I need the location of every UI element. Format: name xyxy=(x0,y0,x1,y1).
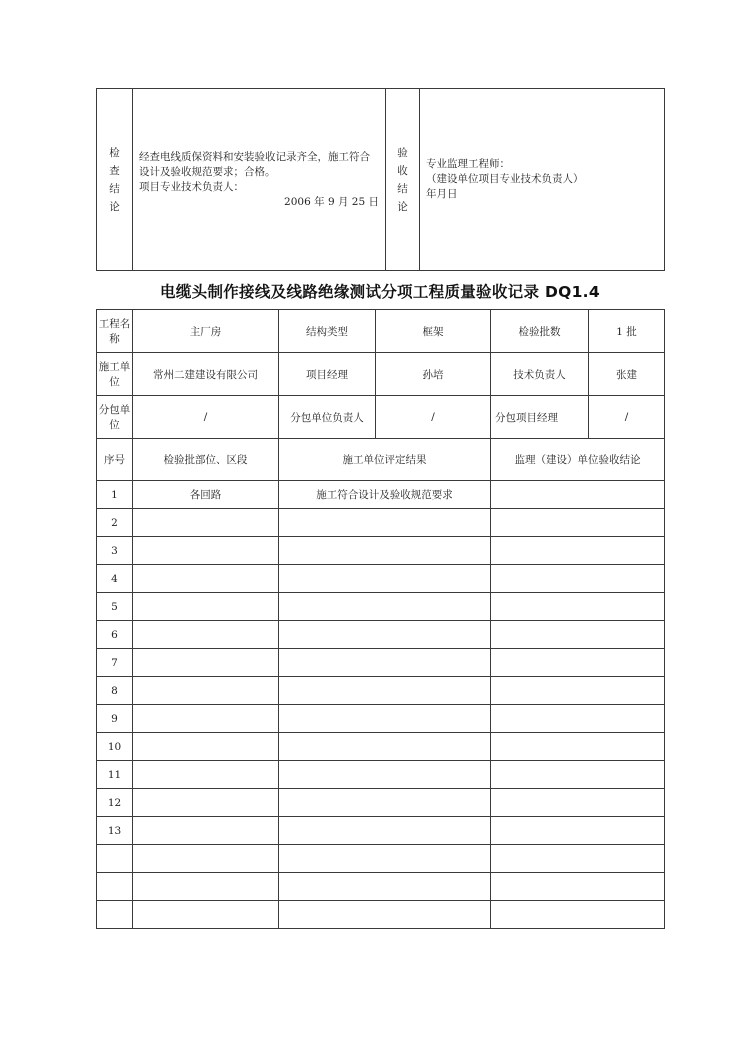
table-row xyxy=(97,901,665,929)
table-row xyxy=(97,789,665,817)
cell-location xyxy=(133,565,279,593)
cell-no: 13 xyxy=(97,817,133,845)
table-row xyxy=(97,565,665,593)
cell-no xyxy=(97,845,133,873)
accept-label-char: 收 xyxy=(397,164,408,177)
cell-conclusion xyxy=(491,621,665,649)
cell-result xyxy=(279,705,491,733)
cell-conclusion xyxy=(491,537,665,565)
cell-location xyxy=(133,845,279,873)
cell-no: 1 xyxy=(97,481,133,509)
cell-conclusion xyxy=(491,593,665,621)
info-row-project xyxy=(97,310,665,353)
check-label-char: 结 xyxy=(109,182,120,195)
cell-no: 10 xyxy=(97,733,133,761)
accept-label-char: 结 xyxy=(397,182,408,195)
contractor-label: 施工单位 xyxy=(97,353,133,396)
cell-result xyxy=(279,761,491,789)
table-row xyxy=(97,705,665,733)
sub-lead-value: / xyxy=(376,396,491,439)
accept-label-char: 验 xyxy=(397,146,408,159)
cell-no: 4 xyxy=(97,565,133,593)
cell-location xyxy=(133,873,279,901)
cell-conclusion xyxy=(491,817,665,845)
project-name-label: 工程名称 xyxy=(97,310,133,353)
cell-conclusion xyxy=(491,789,665,817)
acceptance-record-table xyxy=(96,309,665,439)
header-location: 检验批部位、区段 xyxy=(133,439,279,481)
check-date: 2006 年 9 月 25 日 xyxy=(284,195,379,208)
cell-result xyxy=(279,565,491,593)
cell-result xyxy=(279,873,491,901)
table-row xyxy=(97,537,665,565)
check-label-char: 检 xyxy=(109,146,120,159)
batch-count-label: 检验批数 xyxy=(491,310,589,353)
cell-location xyxy=(133,621,279,649)
table-row xyxy=(97,593,665,621)
accept-text-line: 年月日 xyxy=(426,188,458,200)
cell-no: 8 xyxy=(97,677,133,705)
table-row xyxy=(97,817,665,845)
cell-result xyxy=(279,593,491,621)
cell-no: 3 xyxy=(97,537,133,565)
check-text-line: 设计及验收规范要求；合格。 xyxy=(139,165,276,178)
check-label-char: 论 xyxy=(109,200,120,213)
check-conclusion-text xyxy=(133,89,386,271)
subcontractor-value: / xyxy=(133,396,279,439)
check-conclusion-label xyxy=(97,89,133,271)
accept-text-line: 专业监理工程师： xyxy=(426,158,510,170)
table-row xyxy=(97,873,665,901)
accept-label-char: 论 xyxy=(397,200,408,213)
cell-conclusion xyxy=(491,873,665,901)
cell-location xyxy=(133,761,279,789)
table-row xyxy=(97,509,665,537)
records-header-row xyxy=(97,439,665,481)
cell-no: 6 xyxy=(97,621,133,649)
accept-text-line: （建设单位项目专业技术负责人） xyxy=(426,173,584,185)
cell-result xyxy=(279,845,491,873)
cell-location xyxy=(133,537,279,565)
cell-no: 7 xyxy=(97,649,133,677)
document-title: 电缆头制作接线及线路绝缘测试分项工程质量验收记录 DQ1.4 xyxy=(160,283,600,301)
cell-conclusion xyxy=(491,705,665,733)
info-row-subcontractor xyxy=(97,396,665,439)
header-result: 施工单位评定结果 xyxy=(279,439,491,481)
cell-location xyxy=(133,509,279,537)
cell-location xyxy=(133,733,279,761)
project-name-value: 主厂房 xyxy=(133,310,279,353)
project-manager-label: 项目经理 xyxy=(279,353,376,396)
cell-no xyxy=(97,901,133,929)
cell-conclusion xyxy=(491,845,665,873)
tech-lead-value: 张建 xyxy=(589,353,665,396)
sub-pm-label: 分包项目经理 xyxy=(491,396,589,439)
structure-type-label: 结构类型 xyxy=(279,310,376,353)
cell-result xyxy=(279,789,491,817)
cell-result xyxy=(279,621,491,649)
cell-no: 11 xyxy=(97,761,133,789)
tech-lead-label: 技术负责人 xyxy=(491,353,589,396)
cell-result xyxy=(279,649,491,677)
table-row xyxy=(97,649,665,677)
batch-count-value: 1 批 xyxy=(589,310,665,353)
cell-location xyxy=(133,901,279,929)
sub-lead-label: 分包单位负责人 xyxy=(279,396,376,439)
cell-result xyxy=(279,677,491,705)
cell-location xyxy=(133,649,279,677)
cell-conclusion xyxy=(491,733,665,761)
cell-result xyxy=(279,817,491,845)
cell-result xyxy=(279,537,491,565)
cell-result xyxy=(279,509,491,537)
check-text-line: 项目专业技术负责人： xyxy=(139,180,244,193)
contractor-value: 常州二建建设有限公司 xyxy=(133,353,279,396)
records-table xyxy=(96,438,665,929)
check-label-char: 查 xyxy=(109,164,120,177)
cell-location xyxy=(133,593,279,621)
project-manager-value: 孙培 xyxy=(376,353,491,396)
cell-conclusion xyxy=(491,761,665,789)
acceptance-conclusion-label xyxy=(386,89,420,271)
info-row-contractor xyxy=(97,353,665,396)
table-row xyxy=(97,733,665,761)
cell-location: 各回路 xyxy=(133,481,279,509)
table-row xyxy=(97,845,665,873)
cell-result xyxy=(279,733,491,761)
cell-no xyxy=(97,873,133,901)
cell-result: 施工符合设计及验收规范要求 xyxy=(279,481,491,509)
header-conclusion: 监理（建设）单位验收结论 xyxy=(491,439,665,481)
table-row xyxy=(97,761,665,789)
subcontractor-label: 分包单位 xyxy=(97,396,133,439)
cell-location xyxy=(133,789,279,817)
cell-conclusion xyxy=(491,677,665,705)
cell-location xyxy=(133,817,279,845)
cell-result xyxy=(279,901,491,929)
conclusion-table xyxy=(96,88,665,271)
cell-location xyxy=(133,705,279,733)
acceptance-conclusion-text xyxy=(420,89,665,271)
cell-no: 12 xyxy=(97,789,133,817)
cell-location xyxy=(133,677,279,705)
cell-conclusion xyxy=(491,649,665,677)
table-row xyxy=(97,677,665,705)
cell-conclusion xyxy=(491,481,665,509)
cell-no: 9 xyxy=(97,705,133,733)
cell-no: 5 xyxy=(97,593,133,621)
table-row xyxy=(97,621,665,649)
cell-conclusion xyxy=(491,565,665,593)
header-no: 序号 xyxy=(97,439,133,481)
structure-type-value: 框架 xyxy=(376,310,491,353)
cell-conclusion xyxy=(491,509,665,537)
table-row xyxy=(97,481,665,509)
cell-conclusion xyxy=(491,901,665,929)
check-text-line: 经查电线质保资料和安装验收记录齐全，施工符合 xyxy=(139,150,370,163)
cell-no: 2 xyxy=(97,509,133,537)
sub-pm-value: / xyxy=(589,396,665,439)
